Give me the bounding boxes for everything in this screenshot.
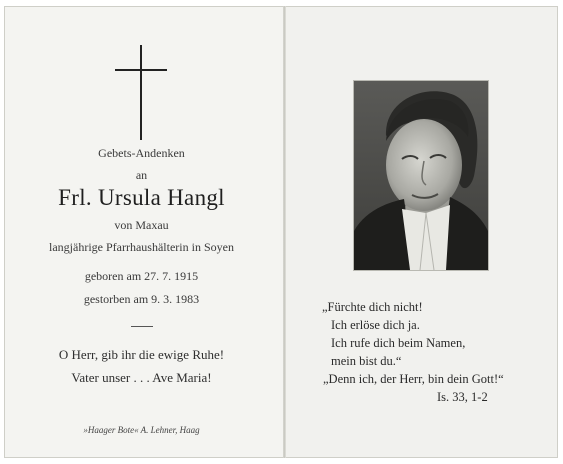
heading: Gebets-Andenken <box>98 146 185 160</box>
bible-reference: Is. 33, 1-2 <box>437 390 488 404</box>
portrait-image <box>354 81 488 270</box>
verse-line-5: „Denn ich, der Herr, bin dein Gott!“ <box>323 372 504 386</box>
verse-line-2: Ich erlöse dich ja. <box>331 318 420 332</box>
origin: von Maxau <box>114 218 169 232</box>
birth-date: geboren am 27. 7. 1915 <box>84 269 199 283</box>
divider <box>131 326 153 327</box>
verse-line-4: mein bist du.“ <box>331 354 402 368</box>
prayer-line-1: O Herr, gib ihr die ewige Ruhe! <box>58 347 225 362</box>
verse-line-1: „Fürchte dich nicht! <box>322 300 423 314</box>
portrait-photo <box>354 81 488 270</box>
preposition: an <box>135 168 148 182</box>
occupation: langjährige Pfarrhaushälterin in Soyen <box>49 240 234 254</box>
deceased-name: Frl. Ursula Hangl <box>58 185 225 210</box>
death-date: gestorben am 9. 3. 1983 <box>83 292 200 306</box>
verse-line-3: Ich rufe dich beim Namen, <box>331 336 466 350</box>
card-fold <box>283 6 286 458</box>
prayer-line-2: Vater unser . . . Ave Maria! <box>71 370 212 385</box>
printer-credit: »Haager Bote« A. Lehner, Haag <box>83 425 200 435</box>
